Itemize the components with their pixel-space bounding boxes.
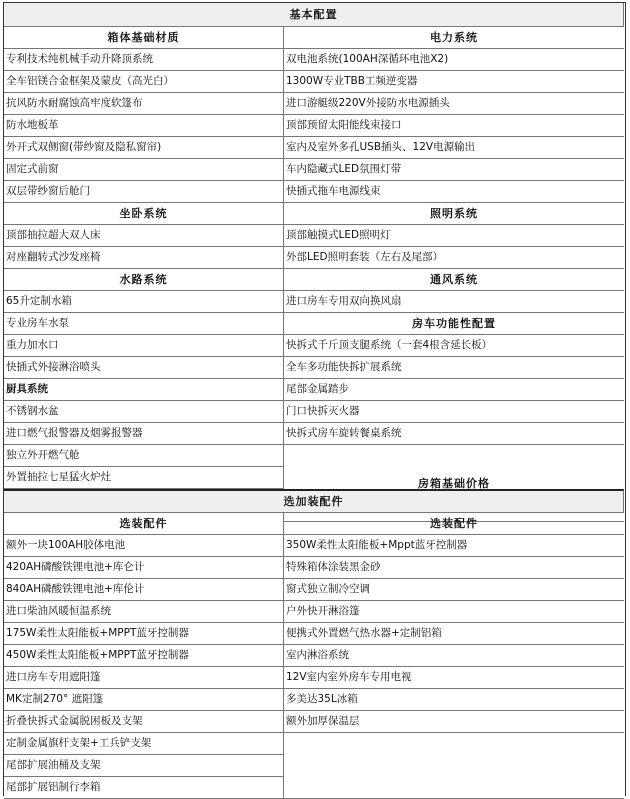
optional-left-item xyxy=(4,711,284,733)
left-item-text: 专利技术纯机械手动升降顶系统 xyxy=(6,53,153,66)
right-item xyxy=(284,423,624,445)
optional-left-item-text: 840AH磷酸铁锂电池+库伦计 xyxy=(6,583,145,596)
optional-right-item-text: 特殊箱体涂装黑金砂 xyxy=(286,561,381,574)
right-item-text: 门口快拆灭火器 xyxy=(286,405,360,418)
optional-right-item xyxy=(284,601,624,623)
right-item-text: 车内隐藏式LED氛围灯带 xyxy=(286,163,402,176)
left-item-text: 65升定制水箱 xyxy=(6,295,72,308)
optional-right-item xyxy=(284,579,624,601)
left-item xyxy=(4,423,284,445)
right-section-header xyxy=(284,203,624,225)
optional-left-item xyxy=(4,535,284,557)
left-section-header-text: 水路系统 xyxy=(119,273,168,286)
optional-right-item xyxy=(284,623,624,645)
left-section-header xyxy=(4,27,284,49)
right-section-header-text: 电力系统 xyxy=(430,31,478,44)
right-item xyxy=(284,401,624,423)
section-optional-title-text: 选加装配件 xyxy=(283,495,344,508)
left-item xyxy=(4,181,284,203)
left-item-text: 专业房车水泵 xyxy=(6,317,69,330)
right-section-header xyxy=(284,27,624,49)
optional-right-item-text: 多美达35L冰箱 xyxy=(286,693,358,706)
left-item xyxy=(4,357,284,379)
left-item xyxy=(4,335,284,357)
left-item xyxy=(4,49,284,71)
optional-right-item xyxy=(284,557,624,579)
right-item xyxy=(284,247,624,269)
optional-left-item-text: 进口柴油风暖恒温系统 xyxy=(6,605,111,618)
left-item-text: 双层带纱窗后舱门 xyxy=(6,185,90,198)
optional-right-item xyxy=(284,667,624,689)
left-item xyxy=(4,159,284,181)
left-section-header-text: 箱体基础材质 xyxy=(107,31,180,44)
left-item xyxy=(4,225,284,247)
left-item xyxy=(4,467,284,489)
optional-left-item xyxy=(4,777,284,799)
right-item-text: 室内及室外多孔USB插头、12V电源输出 xyxy=(286,141,476,154)
right-item-text: 双电池系统(100AH深循环电池X2) xyxy=(286,53,449,66)
right-item xyxy=(284,181,624,203)
optional-left-item-text: 450W柔性太阳能板+MPPT蓝牙控制器 xyxy=(6,649,189,662)
left-item-text: 对座翻转式沙发座椅 xyxy=(6,251,101,264)
left-item-text: 进口燃气报警器及烟雾报警器 xyxy=(6,427,143,440)
right-item xyxy=(284,291,624,313)
left-section-header xyxy=(4,269,284,291)
left-item xyxy=(4,401,284,423)
right-item xyxy=(284,93,624,115)
optional-right-item xyxy=(284,645,624,667)
optional-left-item-text: 进口房车专用遮阳篷 xyxy=(6,671,101,684)
section-optional-title xyxy=(4,489,624,513)
right-item-text: 顶部触摸式LED照明灯 xyxy=(286,229,391,242)
optional-left-item-text: MK定制270° 遮阳篷 xyxy=(6,693,104,706)
right-section-header-text: 房车功能性配置 xyxy=(412,317,496,330)
optional-left-item xyxy=(4,689,284,711)
left-item-text: 独立外开燃气舱 xyxy=(6,449,80,462)
right-item xyxy=(284,115,624,137)
optional-left-item xyxy=(4,645,284,667)
optional-left-header xyxy=(4,513,284,535)
right-section-header-text: 通风系统 xyxy=(430,273,478,286)
right-item xyxy=(284,49,624,71)
base-price-label-text: 房箱基础价格 xyxy=(418,476,490,490)
optional-left-header-text: 选装配件 xyxy=(119,517,168,530)
optional-left-item-text: 尾部扩展铝制行李箱 xyxy=(6,781,101,794)
left-item xyxy=(4,137,284,159)
left-item xyxy=(4,93,284,115)
left-item xyxy=(4,115,284,137)
left-item xyxy=(4,247,284,269)
optional-left-item-text: 175W柔性太阳能板+MPPT蓝牙控制器 xyxy=(6,627,189,640)
right-item xyxy=(284,137,624,159)
left-item xyxy=(4,313,284,335)
optional-right-item-text: 350W柔性太阳能板+Mppt蓝牙控制器 xyxy=(286,539,468,552)
right-item-text: 快拆式房车旋转餐桌系统 xyxy=(286,427,402,440)
optional-right-header-text: 选装配件 xyxy=(430,517,478,530)
left-section-header xyxy=(4,379,284,401)
left-section-header-text: 厨具系统 xyxy=(6,383,48,396)
optional-right-item-text: 便携式外置燃气热水器+定制铝箱 xyxy=(286,627,442,640)
right-item xyxy=(284,159,624,181)
right-item-text: 尾部金属踏步 xyxy=(286,383,349,396)
right-item-text: 全车多功能快拆扩展系统 xyxy=(286,361,402,374)
optional-left-item-text: 折叠快拆式金属脱困板及支架 xyxy=(6,715,143,728)
optional-right-item-text: 室内淋浴系统 xyxy=(286,649,349,662)
optional-right-item-text: 窗式独立制冷空调 xyxy=(286,583,370,596)
optional-right-header xyxy=(284,513,624,535)
right-item xyxy=(284,357,624,379)
left-item-text: 顶部抽拉超大双人床 xyxy=(6,229,101,242)
left-item-text: 不锈钢水盆 xyxy=(6,405,59,418)
optional-left-item-text: 定制金属旗杆支架+工兵铲支架 xyxy=(6,737,152,750)
optional-left-item xyxy=(4,623,284,645)
left-item-text: 快插式外接淋浴喷头 xyxy=(6,361,101,374)
right-item-text: 顶部预留太阳能线束接口 xyxy=(286,119,402,132)
right-item-text: 1300W专业TBB工频逆变器 xyxy=(286,75,418,88)
left-item-text: 外置抽拉七星猛火炉灶 xyxy=(6,471,111,484)
optional-left-item-text: 420AH磷酸铁锂电池+库仑计 xyxy=(6,561,145,574)
left-section-header-text: 坐卧系统 xyxy=(119,207,168,220)
optional-right-item-text: 12V室内室外房车专用电视 xyxy=(286,671,412,684)
optional-left-item xyxy=(4,601,284,623)
right-item xyxy=(284,71,624,93)
optional-right-blank xyxy=(284,733,624,799)
optional-right-item xyxy=(284,535,624,557)
optional-left-item xyxy=(4,557,284,579)
right-item xyxy=(284,379,624,401)
left-item xyxy=(4,445,284,467)
right-item-text: 进口房车专用双向换风扇 xyxy=(286,295,402,308)
right-item-text: 快拆式千斤顶支腿系统（一套4根含延长板） xyxy=(286,339,493,352)
left-item xyxy=(4,291,284,313)
optional-right-item xyxy=(284,689,624,711)
optional-left-item xyxy=(4,733,284,755)
optional-left-item-text: 额外一块100AH胶体电池 xyxy=(6,539,126,552)
optional-right-item xyxy=(284,711,624,733)
right-section-header xyxy=(284,269,624,291)
optional-right-item-text: 户外快开淋浴篷 xyxy=(286,605,360,618)
optional-right-item-text: 额外加厚保温层 xyxy=(286,715,360,728)
right-section-header xyxy=(284,313,624,335)
right-item-text: 进口游艇级220V外接防水电源插头 xyxy=(286,97,450,110)
left-item-text: 防水地板革 xyxy=(6,119,59,132)
optional-left-item xyxy=(4,579,284,601)
right-section-header-text: 照明系统 xyxy=(430,207,478,220)
right-item xyxy=(284,335,624,357)
left-section-header xyxy=(4,203,284,225)
optional-left-item-text: 尾部扩展油桶及支架 xyxy=(6,759,101,772)
left-item-text: 抗风防水耐腐蚀高牢度软篷布 xyxy=(6,97,143,110)
left-item-text: 固定式前窗 xyxy=(6,163,59,176)
right-item xyxy=(284,225,624,247)
left-item-text: 全车铝镁合金框架及蒙皮（高光白） xyxy=(6,75,174,88)
section-basic-title xyxy=(4,3,624,27)
left-item-text: 重力加水口 xyxy=(6,339,59,352)
left-item xyxy=(4,71,284,93)
right-item-text: 外部LED照明套装（左右及尾部） xyxy=(286,251,444,264)
section-basic-title-text: 基本配置 xyxy=(289,8,338,21)
left-item-text: 外开式双侧窗(带纱窗及隐私窗帘) xyxy=(6,141,162,154)
right-item-text: 快插式拖车电源线束 xyxy=(286,185,381,198)
optional-left-item xyxy=(4,755,284,777)
config-table xyxy=(3,2,626,796)
optional-left-item xyxy=(4,667,284,689)
